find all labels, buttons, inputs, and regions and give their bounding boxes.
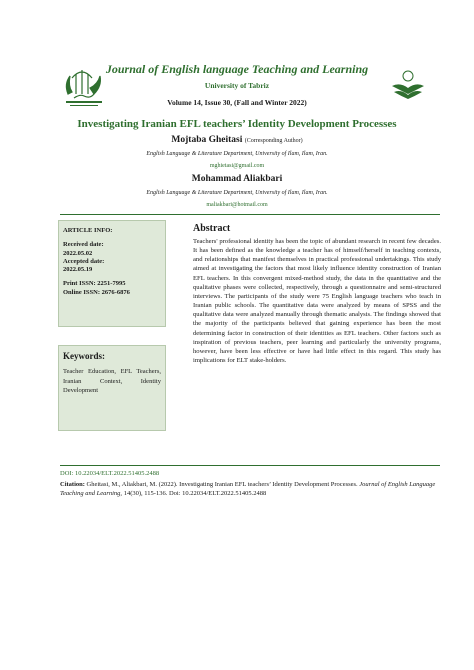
divider-top <box>60 214 440 215</box>
online-issn: Online ISSN: 2676-6876 <box>63 288 130 296</box>
keywords-box <box>58 345 166 431</box>
author-1-affiliation: English Language & Literature Department, University of Ilam, Ilam, Iran. <box>146 151 328 157</box>
citation-text: Gheitasi, M., Aliakbari, M. (2022). Investigating Iranian EFL teachers’ Identity Development Processes. <box>86 481 358 488</box>
received-value: 2022.05.02 <box>63 249 93 257</box>
journal-title: Journal of English language Teaching and Learning <box>105 62 369 76</box>
university-name: University of Tabriz <box>204 81 270 90</box>
received-label: Received date: <box>63 241 104 249</box>
abstract-heading: Abstract <box>193 223 231 234</box>
article-info-heading: ARTICLE INFO: <box>63 227 113 234</box>
citation <box>60 480 444 499</box>
author-1-email[interactable]: mghietasi@gmail.com <box>209 163 265 169</box>
abstract-text: Teachers' professional identity has been the topic of abundant research in recent few decades. It has been defined as the knowledge a teacher has of himself/herself in teaching contexts, and relationships that manifest themselves in practical professional undertakings. This study aimed at investigating the factors that most likely influence identity construction of Iranian EFL teachers. In this convergent mixed-method study, the data in the quantitative and the qualitative phases were collected, respectively, through a questionnaire and semi-structured interviews. The participants of the study were 75 English language teachers who teach in Iranian public schools. The quantitative data were analyzed by means of SPSS and the qualitative data were analyzed manually through thematic analysis. The findings showed that the majority of the participants believed that gaining experience has been the most determining factor in construction of their identities as EFL teachers. Other factors such as inspiration of previous teachers, peer learning and particularly the university programs, however, have been less effective or have had little effect in this regard. This study has implications for ELT stake-holders. <box>193 238 441 365</box>
volume-info: Volume 14, Issue 30, (Fall and Winter 2022) <box>167 98 307 107</box>
citation-journal: Journal of English Language Teaching and Learning, <box>60 481 436 498</box>
citation-tail: 14(30), 115-136. Doi: 10.22034/ELT.2022.51405.2488 <box>123 490 267 498</box>
accepted-value: 2022.05.19 <box>63 266 93 274</box>
keywords-text: Teacher Education, EFL Teachers, Iranian Context, Identity Development <box>63 368 161 394</box>
article-info-box <box>58 220 166 327</box>
accepted-label: Accepted date: <box>63 257 105 265</box>
paper-title: Investigating Iranian EFL teachers’ Identity Development Processes <box>77 118 397 130</box>
author-2-email[interactable]: maliakbari@hotmail.com <box>206 202 268 208</box>
doi[interactable]: DOI: 10.22034/ELT.2022.51405.2488 <box>60 470 160 477</box>
print-issn: Print ISSN: 2251-7995 <box>63 280 126 288</box>
author-1 <box>0 135 474 145</box>
citation-label: Citation: <box>60 481 85 488</box>
keywords-heading: Keywords: <box>63 351 105 361</box>
author-1-role: (Corresponding Author) <box>244 138 303 144</box>
author-2-name: Mohammad Aliakbari <box>191 174 283 184</box>
author-1-name: Mojtaba Gheitasi <box>171 135 243 145</box>
author-2-affiliation: English Language & Literature Department, University of Ilam, Ilam, Iran. <box>146 190 328 196</box>
divider-bottom <box>60 465 440 466</box>
